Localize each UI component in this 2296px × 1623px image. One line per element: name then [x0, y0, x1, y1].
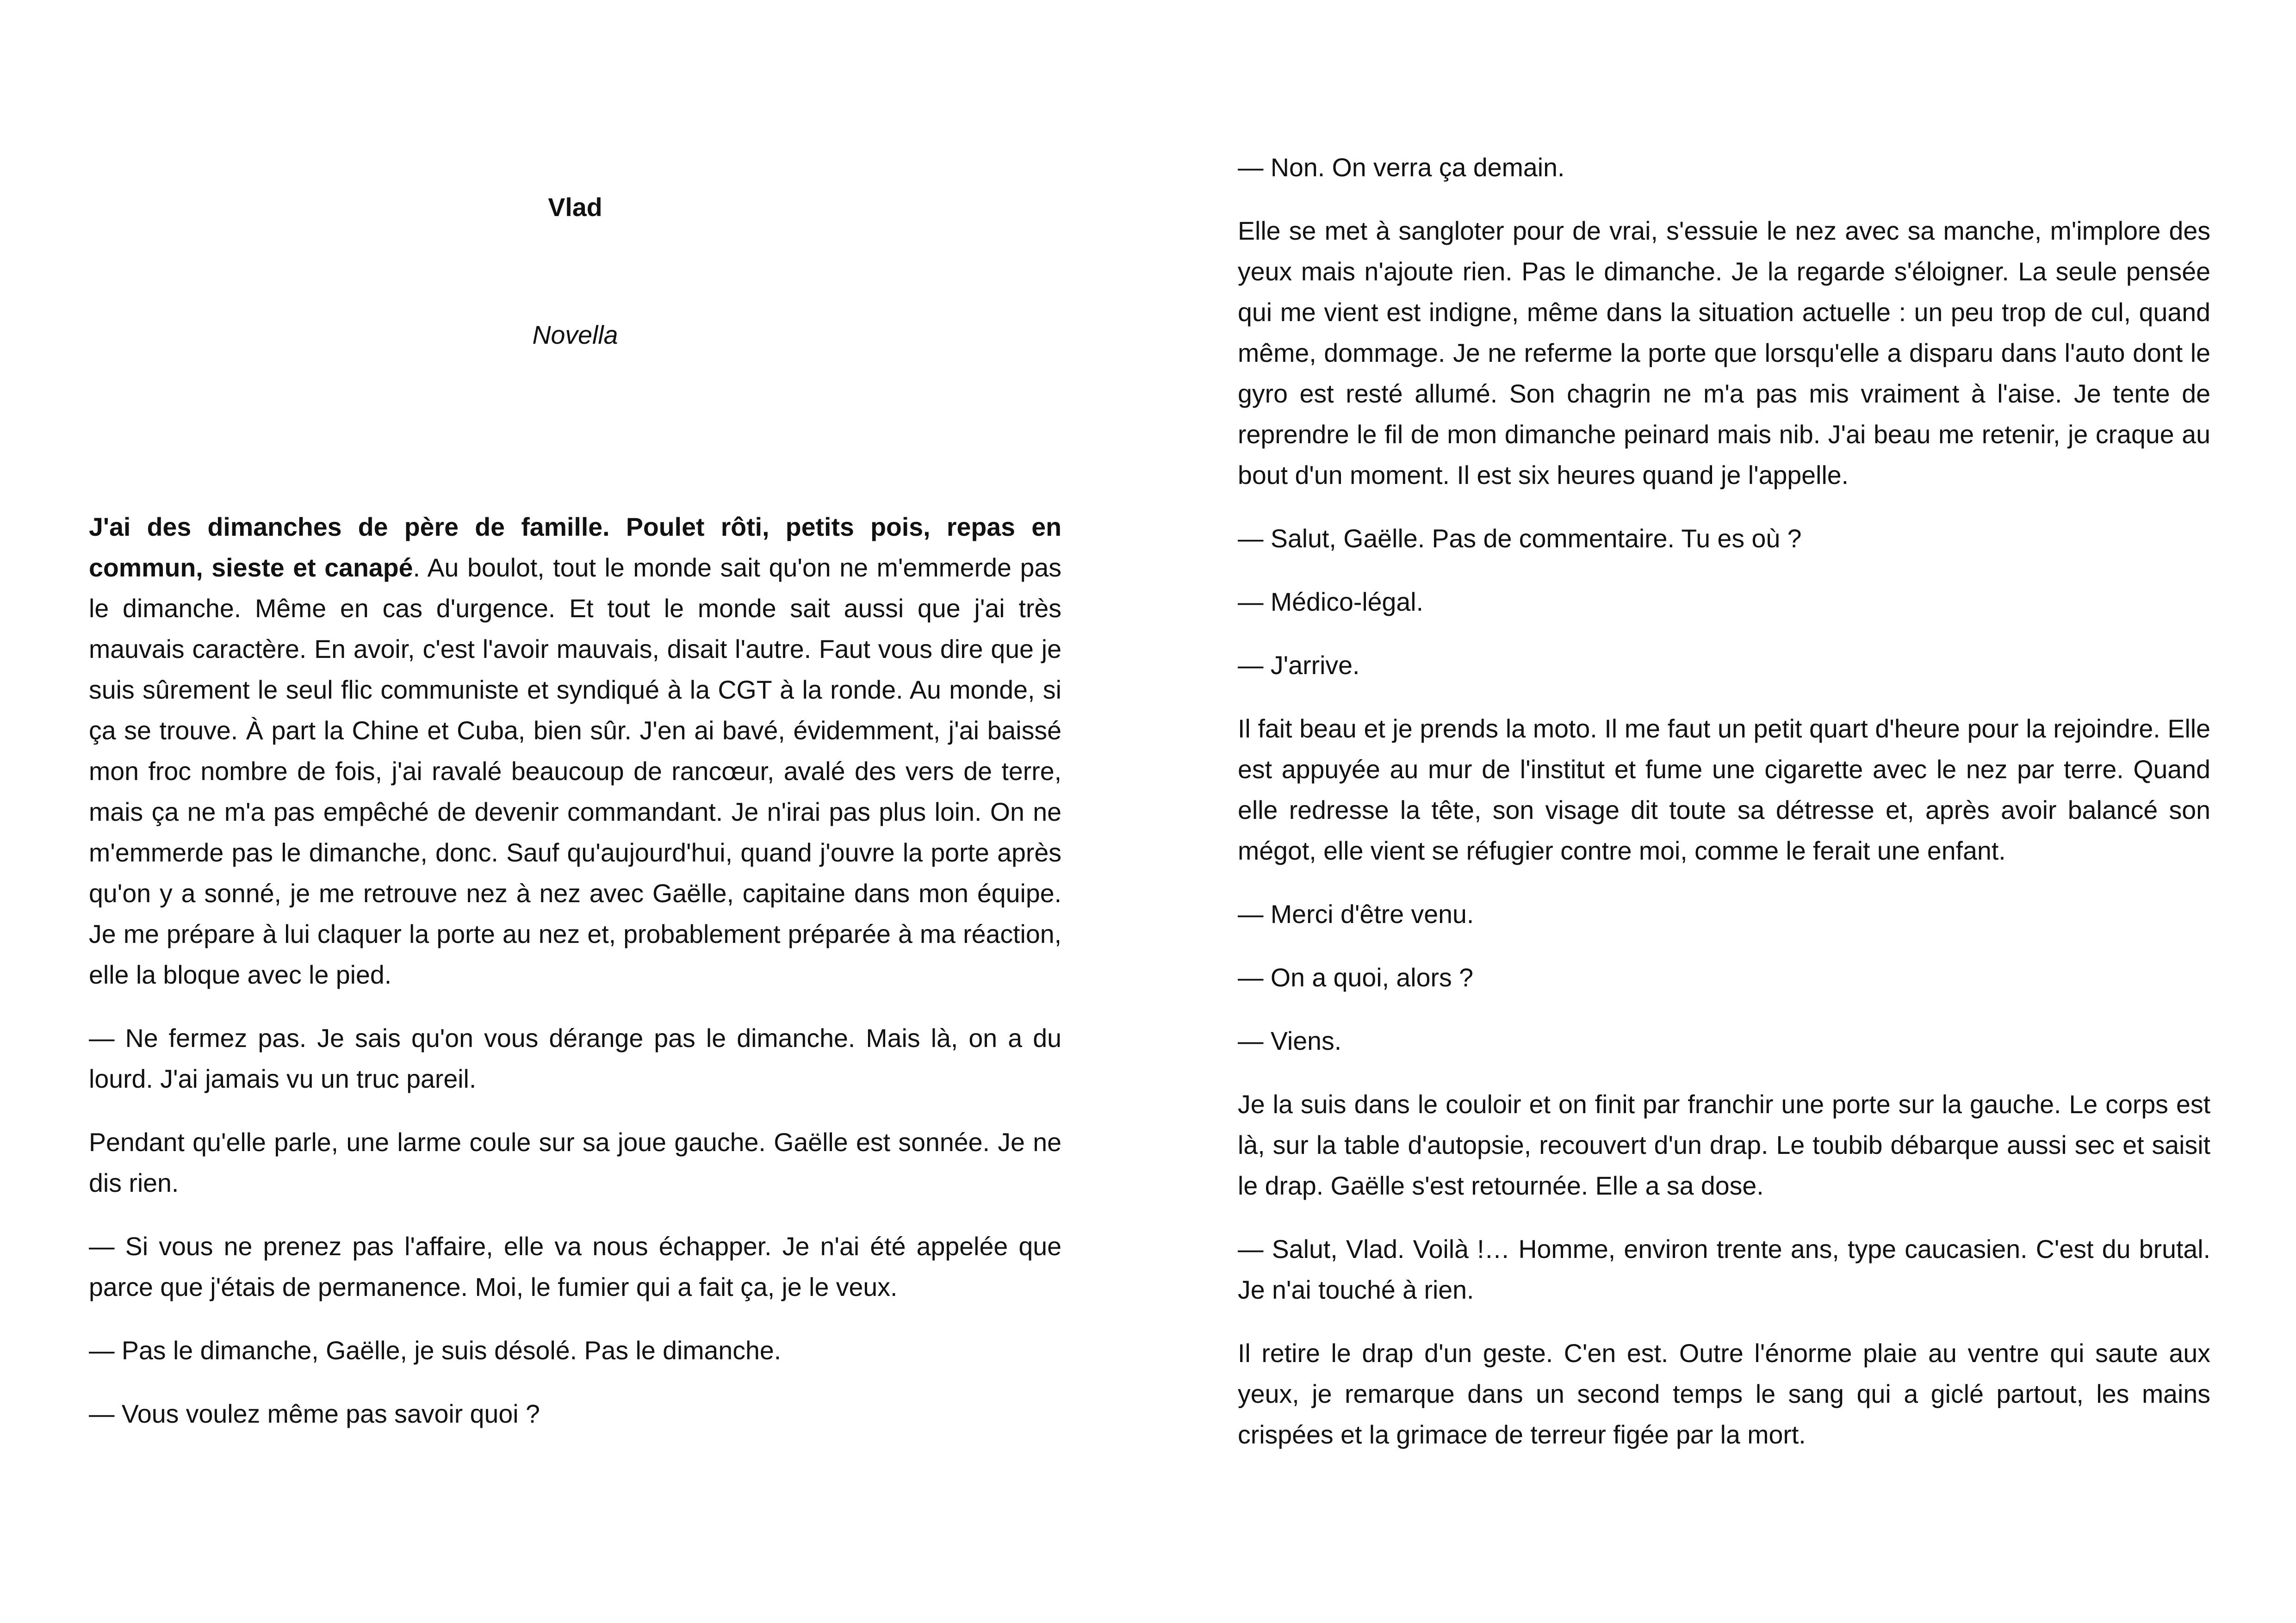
- right-text-flow: [1238, 147, 2210, 1478]
- paragraph: — Viens.: [1238, 1027, 1342, 1055]
- paragraph: — On a quoi, alors ?: [1238, 963, 1474, 992]
- paragraph: Il fait beau et je prends la moto. Il me faut un petit quart d'heure pour la rejoindre. Elle est appuyée au mur de l'institut et fume une cigarette avec le nez par terre. Quand elle redresse la tête, son visage dit toute sa détresse et, après avoir balancé son mégot, elle vient se réfugier contre moi, comme le ferait une enfant.: [1238, 714, 2210, 865]
- paragraph: — Pas le dimanche, Gaëlle, je suis désolé. Pas le dimanche.: [89, 1336, 782, 1365]
- book-title: Vlad: [548, 193, 602, 222]
- opening-rest: . Au boulot, tout le monde sait qu'on ne m'emmerde pas le dimanche. Même en cas d'urgence. Et tout le monde sait aussi que j'ai très mauvais caractère. En avoir, c'est l'avoir mauvais, disait l'autre. Faut vous dire que je suis sûrement le seul flic communiste et syndiqué à la CGT à la ronde. Au monde, si ça se trouve. À part la Chine et Cuba, bien sûr. J'en ai bavé, évidemment, j'ai baissé mon froc nombre de fois, j'ai ravalé beaucoup de rancœur, avalé des vers de terre, mais ça ne m'a pas empêché de devenir commandant. Je n'irai pas plus loin. On ne m'emmerde pas le dimanche, donc. Sauf qu'aujourd'hui, quand j'ouvre la porte après qu'on y a sonné, je me retrouve nez à nez avec Gaëlle, capitaine dans mon équipe. Je me prépare à lui claquer la porte au nez et, probablement préparée à ma réaction, elle la bloque avec le pied.: [89, 553, 1061, 989]
- book-subtitle: Novella: [532, 321, 618, 349]
- paragraph: Elle se met à sangloter pour de vrai, s'essuie le nez avec sa manche, m'implore des yeux mais n'ajoute rien. Pas le dimanche. Je la regarde s'éloigner. La seule pensée qui me vient est indigne, même dans la situation actuelle : un peu trop de cul, quand même, dommage. Je ne referme la porte que lorsqu'elle a disparu dans l'auto dont le gyro est resté allumé. Son chagrin ne m'a pas mis vraiment à l'aise. Je tente de reprendre le fil de mon dimanche peinard mais nib. J'ai beau me retenir, je craque au bout d'un moment. Il est six heures quand je l'appelle.: [1238, 217, 2210, 489]
- paragraph: Je la suis dans le couloir et on finit par franchir une porte sur la gauche. Le corps est là, sur la table d'autopsie, recouvert d'un drap. Le toubib débarque aussi sec et saisit le drap. Gaëlle s'est retournée. Elle a sa dose.: [1238, 1090, 2210, 1200]
- paragraph: — J'arrive.: [1238, 651, 1360, 680]
- paragraph: — Vous voulez même pas savoir quoi ?: [89, 1400, 540, 1428]
- paragraph: — Ne fermez pas. Je sais qu'on vous dérange pas le dimanche. Mais là, on a du lourd. J'ai jamais vu un truc pareil.: [89, 1024, 1061, 1093]
- paragraph: Pendant qu'elle parle, une larme coule sur sa joue gauche. Gaëlle est sonnée. Je ne dis rien.: [89, 1128, 1061, 1197]
- opening-bold-lead: J'ai des dimanches de père de famille. Poulet rôti, petits pois, repas en commun, sieste et canapé: [89, 513, 1061, 582]
- paragraph: — Salut, Gaëlle. Pas de commentaire. Tu es où ?: [1238, 524, 1802, 553]
- paragraph: — Non. On verra ça demain.: [1238, 153, 1565, 182]
- paragraph: — Salut, Vlad. Voilà !… Homme, environ trente ans, type caucasien. C'est du brutal. Je n'ai touché à rien.: [1238, 1235, 2210, 1304]
- paragraph: — Médico-légal.: [1238, 588, 1423, 616]
- paragraph: — Merci d'être venu.: [1238, 900, 1474, 929]
- left-text-flow: [89, 507, 1061, 1457]
- paragraph: Il retire le drap d'un geste. C'en est. Outre l'énorme plaie au ventre qui saute aux yeux, je remarque dans un second temps le sang qui a giclé partout, les mains crispées et la grimace de terreur figée par la mort.: [1238, 1339, 2210, 1449]
- paragraph: — Si vous ne prenez pas l'affaire, elle va nous échapper. Je n'ai été appelée que parce que j'étais de permanence. Moi, le fumier qui a fait ça, je le veux.: [89, 1232, 1061, 1301]
- opening-paragraph: [89, 507, 1061, 995]
